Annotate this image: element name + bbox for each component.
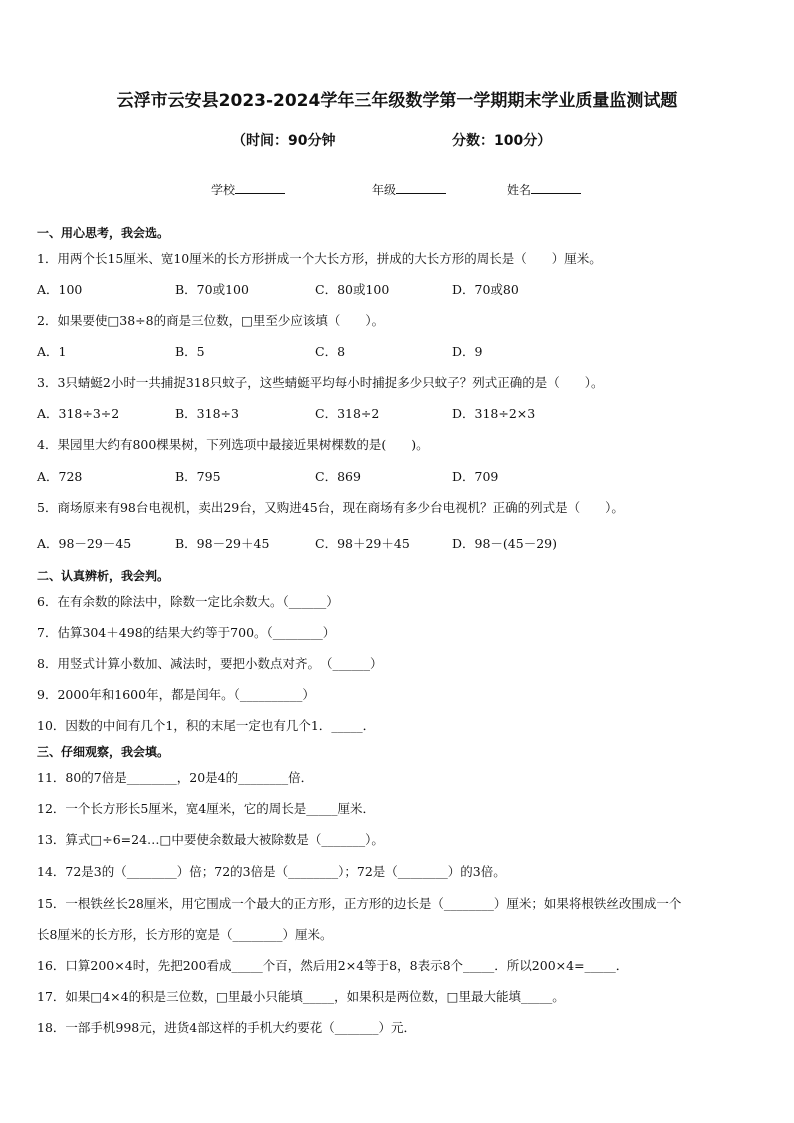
q3-option-a: A．318÷3÷2 [37,406,120,421]
question-10: 10．因数的中间有几个1，积的末尾一定也有几个1．_____． [37,718,376,733]
question-2: 2．如果要使□38÷8的商是三位数，□里至少应该填（ ）。 [37,313,385,328]
student-info [0,181,794,201]
question-9: 9．2000年和1600年，都是闰年。（__________） [37,687,315,702]
q2-option-d: D．9 [452,344,483,359]
q1-option-a: A．100 [37,282,83,297]
q5-option-c: C．98＋29＋45 [315,536,410,551]
q4-option-a: A．728 [37,469,83,484]
grade-label: 年级 [372,183,397,197]
q4-option-c: C．869 [315,469,361,484]
q5-option-d: D．98－(45－29) [452,536,557,551]
section-heading-1: 一、用心思考，我会选。 [37,226,170,240]
question-4: 4．果园里大约有800棵果树，下列选项中最接近果树棵数的是( )。 [37,437,429,452]
q3-option-b: B．318÷3 [175,406,239,421]
question-13: 13．算式□÷6=24…□中要使余数最大被除数是（_______）。 [37,832,384,847]
total-score: 分数：100分） [452,133,552,149]
q2-option-c: C．8 [315,344,346,359]
q1-option-b: B．70或100 [175,282,249,297]
question-5: 5．商场原来有98台电视机，卖出29台，又购进45台，现在商场有多少台电视机？正确的列式是（ ）。 [37,500,624,515]
exam-meta [0,130,794,152]
grade-field[interactable] [372,181,396,198]
page-title: 云浮市云安县2023-2024学年三年级数学第一学期期末学业质量监测试题 [116,91,678,111]
question-11: 11．80的7倍是________，20是4的________倍． [37,770,314,785]
question-8: 8．用竖式计算小数加、减法时，要把小数点对齐。 （______） [37,656,383,671]
time-limit: （时间：90分钟 [232,133,336,149]
question-15-continued: 长8厘米的长方形，长方形的宽是（________）厘米。 [37,927,333,942]
q2-option-b: B．5 [175,344,205,359]
q5-option-a: A．98－29－45 [37,536,132,551]
q4-option-b: B．795 [175,469,221,484]
name-field[interactable] [507,181,531,198]
question-3: 3．3只蜻蜓2小时一共捕捉318只蚊子，这些蜻蜓平均每小时捕捉多少只蚊子？列式正确的是（ ）。 [37,375,604,390]
question-1: 1．用两个长15厘米、宽10厘米的长方形拼成一个大长方形，拼成的大长方形的周长是（ ）厘米。 [37,251,602,266]
question-14: 14．72是3的（________）倍；72的3倍是（________）；72是（________）的3倍。 [37,864,506,879]
q1-option-d: D．70或80 [452,282,519,297]
school-field[interactable] [211,181,235,198]
question-12: 12．一个长方形长5厘米，宽4厘米，它的周长是_____厘米． [37,801,376,816]
question-16: 16．口算200×4时，先把200看成_____个百，然后用2×4等于8，8表示8个_____．所以200×4=_____． [37,958,629,973]
question-6: 6．在有余数的除法中，除数一定比余数大。（______） [37,594,339,609]
question-15: 15．一根铁丝长28厘米，用它围成一个最大的正方形，正方形的边长是（________）厘米；如果将根铁丝改围成一个 [37,896,682,911]
school-label: 学校 [211,183,236,197]
q3-option-d: D．318÷2×3 [452,406,536,421]
section-heading-3: 三、仔细观察，我会填。 [37,745,170,759]
question-17: 17．如果□4×4的积是三位数，□里最小只能填_____，如果积是两位数，□里最大能填_____。 [37,989,565,1004]
question-7: 7．估算304＋498的结果大约等于700。（________） [37,625,336,640]
q3-option-c: C．318÷2 [315,406,380,421]
q4-option-d: D．709 [452,469,499,484]
q5-option-b: B．98－29＋45 [175,536,270,551]
q2-option-a: A．1 [37,344,67,359]
q1-option-c: C．80或100 [315,282,390,297]
section-heading-2: 二、认真辨析，我会判。 [37,569,170,583]
question-18: 18．一部手机998元，进货4部这样的手机大约要花（_______）元． [37,1020,416,1035]
name-label: 姓名 [507,183,532,197]
